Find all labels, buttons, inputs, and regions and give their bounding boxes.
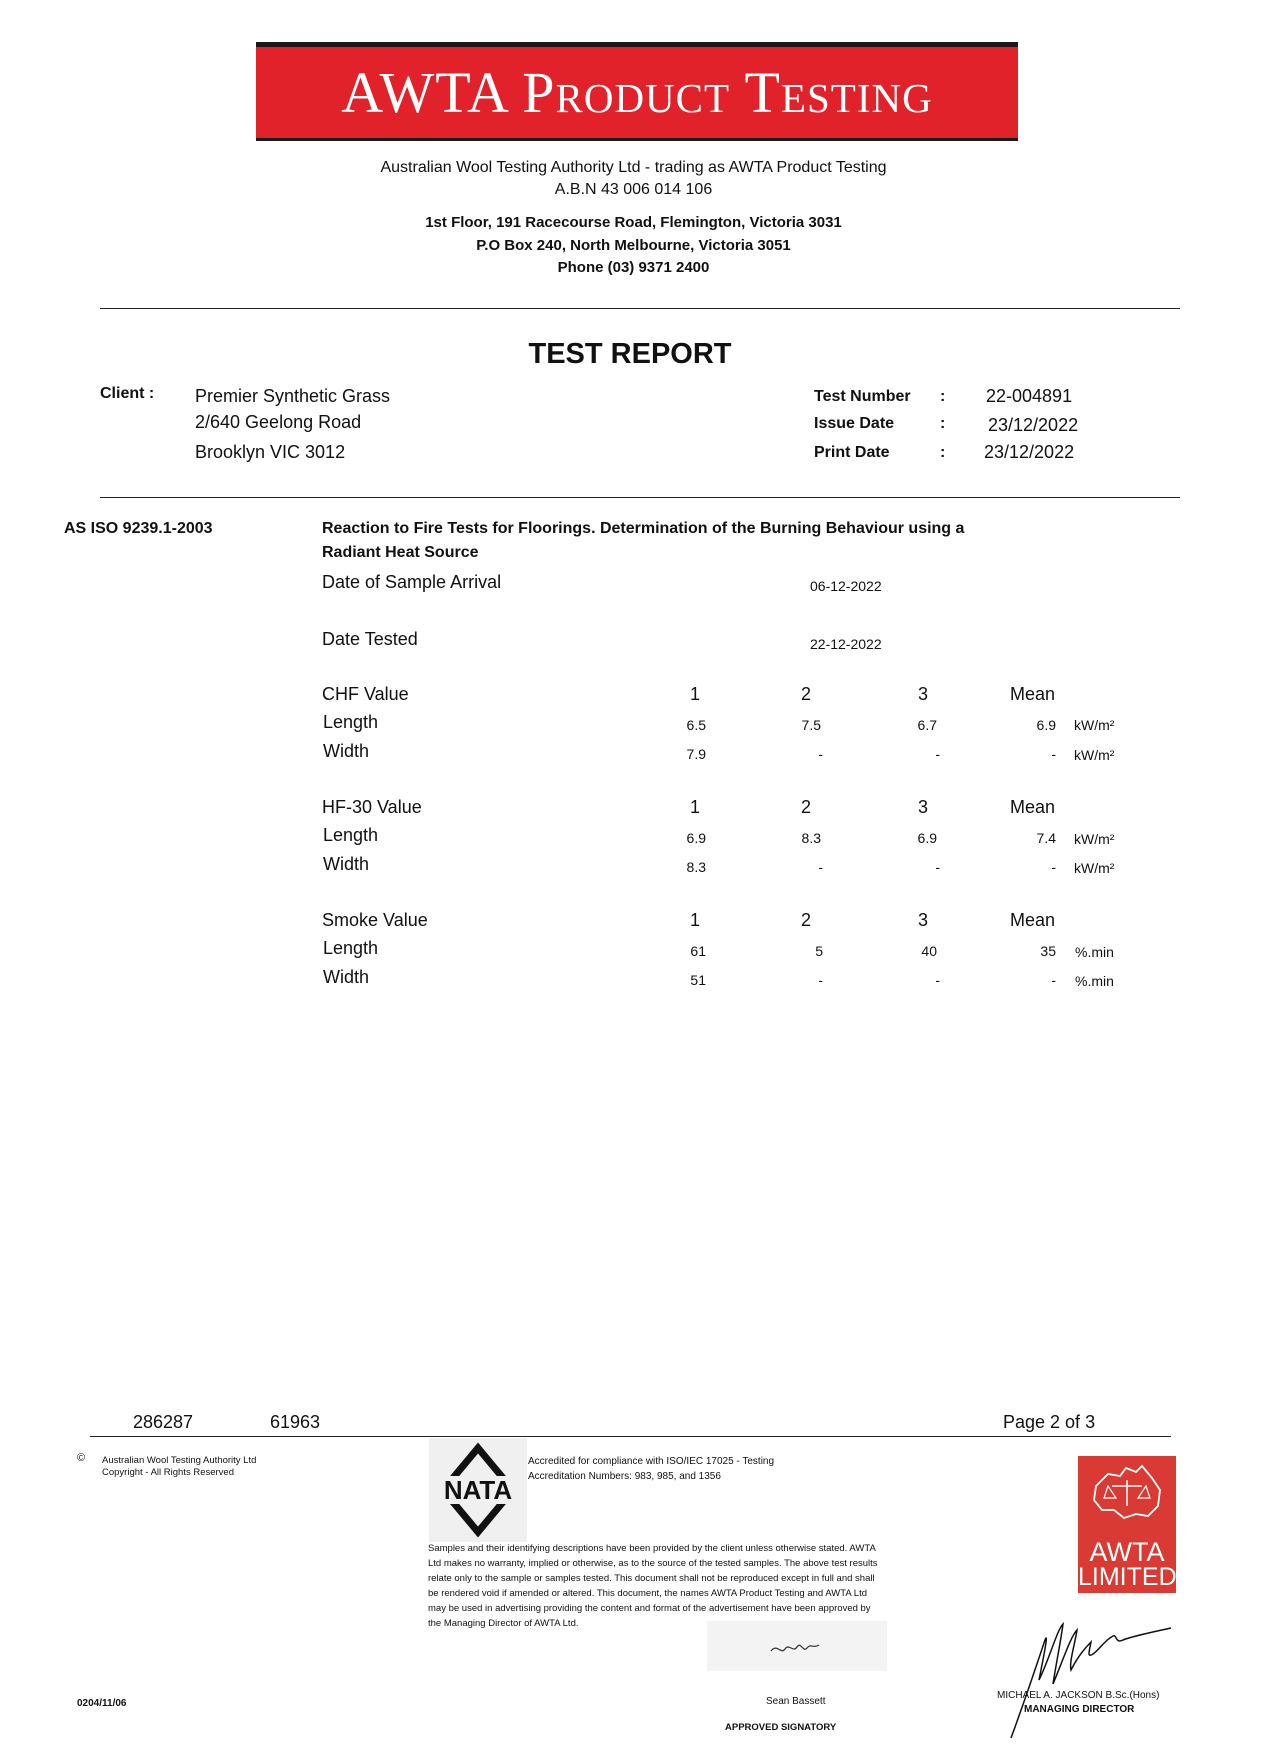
row-label-length: Length [323,825,379,845]
smoke-width-unit: %.min [1075,973,1114,989]
disclaimer-line-3: relate only to the sample or samples tested. This document shall not be reproduced except in full and shall [428,1573,875,1584]
hf30-length-mean: 7.4 [1036,830,1056,846]
company-line: Australian Wool Testing Authority Ltd - trading as AWTA Product Testing [380,159,887,176]
colon: : [940,444,946,461]
copyright-line-1: Australian Wool Testing Authority Ltd [102,1455,257,1466]
address-line-2: P.O Box 240, North Melbourne, Victoria 3051 [476,237,791,254]
col-header-2: 2 [801,910,812,930]
signatory-stamp [707,1621,887,1671]
nata-logo [429,1438,527,1542]
page-number: Page 2 of 3 [1003,1412,1096,1432]
copyright-icon: © [77,1452,86,1464]
smoke-width-1: 51 [690,972,706,988]
print-date: 23/12/2022 [984,442,1075,462]
smoke-label: Smoke Value [322,910,428,930]
approved-signature [707,1621,887,1671]
header-divider [100,308,1180,309]
smoke-width-2: - [818,972,823,988]
client-address-2: Brooklyn VIC 3012 [195,442,346,462]
tested-label: Date Tested [322,629,418,649]
col-header-3: 3 [918,684,929,704]
managing-director-signature [1005,1600,1175,1745]
issue-date: 23/12/2022 [988,415,1079,435]
row-label-width: Width [323,854,370,874]
smoke-length-unit: %.min [1075,944,1114,960]
smoke-length-mean: 35 [1040,943,1056,959]
copyright-line-2: Copyright - All Rights Reserved [102,1467,234,1478]
hf30-length-3: 6.9 [917,830,937,846]
row-label-width: Width [323,967,370,987]
awta-logo-text-1: AWTA [1089,1537,1165,1567]
disclaimer-line-1: Samples and their identifying descriptions have been provided by the client unless otherwise stated. AWTA [428,1543,876,1554]
colon: : [940,415,946,432]
arrival-label: Date of Sample Arrival [322,572,502,592]
chf-length-3: 6.7 [917,717,937,733]
chf-width-unit: kW/m² [1074,747,1115,763]
awta-limited-logo [1078,1456,1176,1593]
chf-length-2: 7.5 [801,717,821,733]
banner-text: AWTA Product Testing [341,60,933,125]
col-header-2: 2 [801,684,812,704]
nata-logo-graphic [429,1438,527,1542]
chf-width-3: - [935,746,940,762]
disclaimer-line-6: the Managing Director of AWTA Ltd. [428,1618,579,1629]
form-code: 0204/11/06 [77,1698,127,1709]
col-header-mean: Mean [1010,684,1056,704]
chf-length-1: 6.5 [686,717,706,733]
accredited-line-1: Accredited for compliance with ISO/IEC 17025 - Testing [528,1456,775,1467]
row-label-length: Length [323,712,379,732]
client-address-1: 2/640 Geelong Road [195,412,362,432]
colon: : [940,388,946,405]
signatory-title: APPROVED SIGNATORY [725,1722,837,1733]
accredited-line-2: Accreditation Numbers: 983, 985, and 1356 [528,1471,721,1482]
hf30-width-2: - [818,859,823,875]
row-label-length: Length [323,938,379,958]
footer-divider [90,1436,1171,1437]
reference-number-2: 61963 [270,1412,321,1432]
hf30-length-1: 6.9 [686,830,706,846]
awta-logo-text-2: LIMITED [1078,1563,1177,1591]
smoke-length-2: 5 [815,943,823,959]
hf30-label: HF-30 Value [322,797,422,817]
chf-label: CHF Value [322,684,409,704]
chf-width-mean: - [1051,746,1056,762]
tested-date: 22-12-2022 [810,636,882,652]
signatory-name: Sean Bassett [766,1696,826,1707]
col-header-1: 1 [690,684,701,704]
managing-director-name: MICHAEL A. JACKSON B.Sc.(Hons) [997,1690,1160,1701]
australia-map-icon [1078,1456,1176,1536]
chf-width-2: - [818,746,823,762]
hf30-width-1: 8.3 [686,859,706,875]
col-header-mean: Mean [1010,797,1056,817]
hf30-width-unit: kW/m² [1074,860,1115,876]
test-title-line-1: Reaction to Fire Tests for Floorings. Determination of the Burning Behaviour using a [322,520,965,537]
col-header-mean: Mean [1010,910,1056,930]
disclaimer-line-4: be rendered void if amended or altered. This document, the names AWTA Product Testing and AWTA Ltd [428,1588,868,1599]
test-standard: AS ISO 9239.1-2003 [64,520,213,537]
row-label-width: Width [323,741,370,761]
hf30-width-mean: - [1051,859,1056,875]
issue-date-label: Issue Date [814,415,895,432]
managing-director-title: MANAGING DIRECTOR [1024,1704,1135,1715]
client-name: Premier Synthetic Grass [195,386,391,406]
smoke-length-1: 61 [690,943,706,959]
hf30-length-2: 8.3 [801,830,821,846]
abn: A.B.N 43 006 014 106 [554,181,713,198]
address-line-1: 1st Floor, 191 Racecourse Road, Flemington, Victoria 3031 [425,214,842,231]
client-divider [100,497,1180,498]
nata-logo-text: NATA [443,1475,513,1505]
col-header-3: 3 [918,797,929,817]
arrival-date: 06-12-2022 [810,578,882,594]
hf30-length-unit: kW/m² [1074,831,1115,847]
smoke-length-3: 40 [921,943,937,959]
chf-length-mean: 6.9 [1036,717,1056,733]
smoke-width-mean: - [1051,972,1056,988]
client-label: Client : [100,385,155,402]
test-number: 22-004891 [986,386,1073,406]
disclaimer-line-5: may be used in advertising providing the content and format of the advertisement have been approved by [428,1603,871,1614]
col-header-2: 2 [801,797,812,817]
reference-number-1: 286287 [133,1412,194,1432]
phone: Phone (03) 9371 2400 [557,259,710,276]
chf-width-1: 7.9 [686,746,706,762]
col-header-3: 3 [918,910,929,930]
print-date-label: Print Date [814,444,890,461]
chf-length-unit: kW/m² [1074,717,1115,733]
test-number-label: Test Number [814,388,911,405]
test-title-line-2: Radiant Heat Source [322,544,479,561]
col-header-1: 1 [690,797,701,817]
smoke-width-3: - [935,972,940,988]
disclaimer-line-2: Ltd makes no warranty, implied or otherwise, as to the source of the tested samples. The above test results [428,1558,878,1569]
report-title: TEST REPORT [528,338,732,370]
hf30-width-3: - [935,859,940,875]
col-header-1: 1 [690,910,701,930]
awta-banner-logo [256,42,1018,141]
